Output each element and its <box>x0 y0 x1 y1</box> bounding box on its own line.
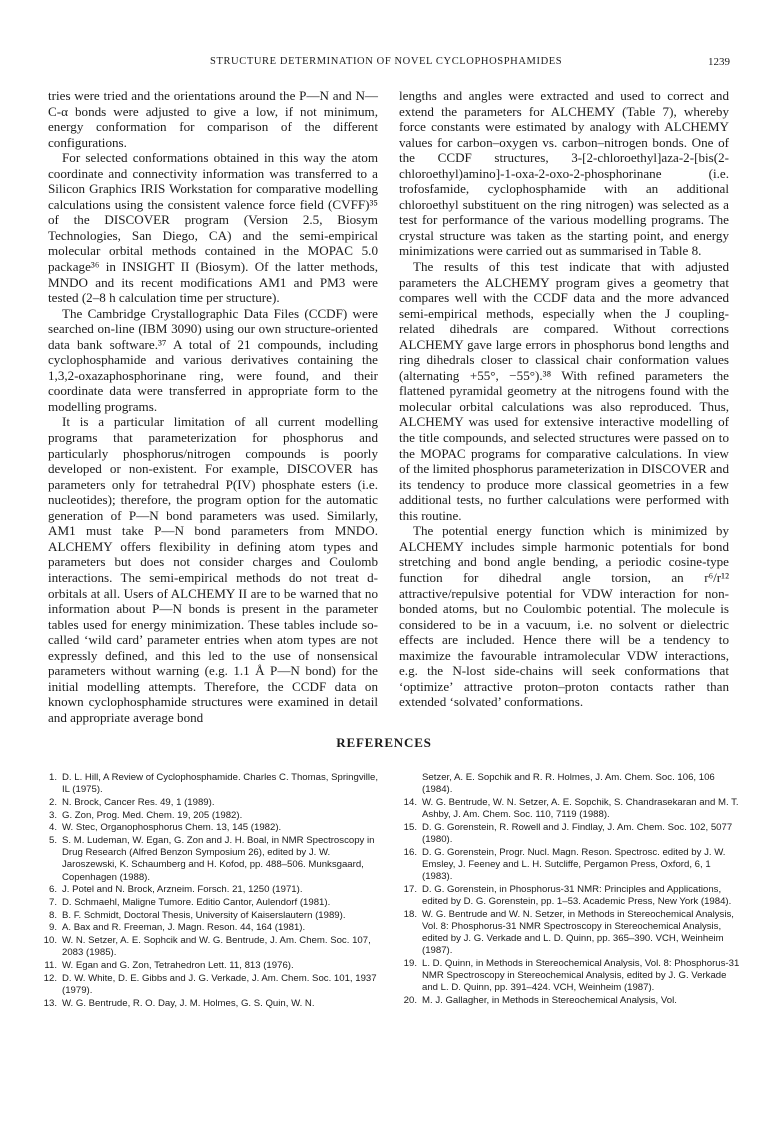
paragraph: tries were tried and the orientations around the P—N and N—C-α bonds were adjusted to give a low, if not minimum, energy conformation for comparison of the different configurations. <box>48 88 378 150</box>
reference-text: D. G. Gorenstein, in Phosphorus-31 NMR: Principles and Applications, edited by D. G. Gorenstein, pp. 1–53. Academic Press, New York (1984). <box>422 883 732 908</box>
reference-number: 3. <box>48 809 57 821</box>
reference-text: J. Potel and N. Brock, Arzneim. Forsch. 21, 1250 (1971). <box>62 884 303 896</box>
running-header <box>40 56 730 72</box>
body-column-left <box>48 88 378 725</box>
reference-number: 13. <box>43 997 57 1009</box>
paragraph: The results of this test indicate that with adjusted parameters the ALCHEMY program gives a geometry that compares well with the CCDF data and the more advanced semi-empirical methods, especially when the J coupling-related dihedrals are compared. Without corrections ALCHEMY gave large errors in phosphorus bond lengths and ring dihedrals closer to classical chair conformation values (alternating +55°, −55°).³⁸ With refined parameters the flattened pyramidal geometry at the nitrogens found with the molecular orbital calculations was also reproduced. Thus, ALCHEMY was used for extensive interactive modelling of the title compounds, and selected structures were passed on to the MOPAC programs for comparative calculations. In view of the limited phosphorus parameterization in DISCOVER and its tendency to produce more classical geometries in a few additional tests, no further calculations were performed with this routine. <box>399 259 729 523</box>
reference-text: B. F. Schmidt, Doctoral Thesis, University of Kaiserslautern (1989). <box>62 909 346 921</box>
reference-item <box>40 897 380 909</box>
paragraph: The Cambridge Crystallographic Data Files (CCDF) were searched on-line (IBM 3090) using our own structure-oriented data bank software.³⁷ A total of 21 compounds, including cyclophosphamide and various derivatives containing the 1,3,2-oxazaphosphorinane ring, were found, and their coordinate data were transferred in appropriate form to the modelling programs. <box>48 305 378 414</box>
reference-number: 12. <box>43 972 57 984</box>
reference-number: 17. <box>403 883 417 895</box>
reference-text: S. M. Ludeman, W. Egan, G. Zon and J. H. Boal, in NMR Spectroscopy in Drug Research (Alfred Benzon Symposium 26), edited by J. W. Jaroszewski, K. Schaumberg and H. Kofod, pp. 488–506. Munksgaard, Copenhagen (1988). <box>62 835 375 883</box>
reference-item <box>40 960 380 972</box>
reference-text: W. G. Bentrude and W. N. Setzer, in Methods in Stereochemical Analysis, Vol. 8: Phosphorus-31 NMR Spectroscopy in Stereochemical Analysis, edited by J. G. Verkade and L. D. Quinn, pp. 365–390. VCH, Weinheim (1987). <box>422 908 734 957</box>
reference-number: 4. <box>48 822 57 834</box>
reference-text: G. Zon, Prog. Med. Chem. 19, 205 (1982). <box>62 809 243 821</box>
reference-number: 7. <box>48 897 57 909</box>
reference-item <box>40 835 380 884</box>
reference-text: M. J. Gallagher, in Methods in Stereochemical Analysis, Vol. <box>422 995 677 1007</box>
reference-text: W. G. Bentrude, W. N. Setzer, A. E. Sopchik, S. Chandrasekaran and M. T. Ashby, J. Am. Chem. Soc. 110, 7119 (1988). <box>422 796 739 821</box>
reference-list-right <box>400 772 740 1008</box>
reference-text: W. Stec, Organophosphorus Chem. 13, 145 (1982). <box>62 822 282 834</box>
reference-item <box>400 772 740 796</box>
reference-number: 20. <box>403 995 417 1007</box>
reference-number: 5. <box>48 835 57 847</box>
reference-text: D. L. Hill, A Review of Cyclophosphamide. Charles C. Thomas, Springville, IL (1975). <box>62 772 379 796</box>
reference-text: D. Schmaehl, Maligne Tumore. Editio Cantor, Aulendorf (1981). <box>62 897 331 909</box>
reference-number: 10. <box>43 935 57 947</box>
reference-item <box>40 998 380 1010</box>
paragraph: lengths and angles were extracted and used to correct and extend the parameters for ALCHEMY (Table 7), whereby force constants were estimated by analogy with ALCHEMY values for carbon–oxygen vs. carbon–nitrogen bonds. One of the CCDF structures, 3-[2-chloroethyl]aza-2-[bis(2-chloroethyl)amino]-1-oxa-2-oxo-2-phosphorinane (i.e. trofosfamide, cyclophosphamide with an additional chloroethyl substituent on the ring nitrogen) was selected as a test for performance of the various modelling programs. The crystal structure was taken as the starting point, and energy minimizations were carried out as summarised in Table 8. <box>399 88 729 259</box>
reference-item <box>400 822 740 846</box>
running-title: STRUCTURE DETERMINATION OF NOVEL CYCLOPHOSPHAMIDES <box>210 56 563 67</box>
reference-text: D. G. Gorenstein, Progr. Nucl. Magn. Reson. Spectrosc. edited by J. W. Emsley, J. Feeney and L. H. Sutcliffe, Pergamon Press, Oxford, 6, 1 (1983). <box>422 846 726 883</box>
reference-item <box>40 822 380 834</box>
reference-number: 11. <box>44 960 57 972</box>
reference-number: 6. <box>48 884 57 896</box>
paragraph: It is a particular limitation of all current modelling programs that parameterization for phosphorus and particularly phosphorus/nitrogen compounds is poorly developed or non-existent. For example, DISCOVER has parameters only for tetrahedral P(IV) phosphate esters (i.e. nucleotides); therefore, the program option for the automatic generation of P—N bond parameters was used. Similarly, AM1 must take P—N bond parameters from MNDO. ALCHEMY offers flexibility in defining atom types and parameters but does not consider charges and Coulomb interactions. The semi-empirical methods do not treat d-orbitals at all. Users of ALCHEMY II are to be warned that no information about P—N bonds is present in the parameter tables used for energy minimization. These tables include so-called ‘wild card’ parameter entries when atom types are not expressly defined, and this led to the use of nonsensical parameters without warning (e.g. 1.1 Å P—N bond) for the initial modelling attempts. Therefore, the CCDF data on known cyclophosphamide structures were examined in detail and appropriate average bond <box>48 414 378 725</box>
reference-text: Setzer, A. E. Sopchik and R. R. Holmes, J. Am. Chem. Soc. 106, 106 (1984). <box>422 772 715 796</box>
reference-item <box>400 995 740 1007</box>
reference-item <box>40 884 380 896</box>
reference-number: 2. <box>48 796 57 808</box>
page-number: 1239 <box>708 56 730 68</box>
body-column-right <box>399 88 729 710</box>
reference-number: 15. <box>403 821 417 833</box>
reference-item <box>40 910 380 922</box>
reference-list-left <box>40 772 380 1010</box>
reference-item <box>400 958 740 995</box>
reference-text: A. Bax and R. Freeman, J. Magn. Reson. 44, 164 (1981). <box>62 922 306 934</box>
reference-item <box>40 935 380 959</box>
reference-item <box>400 797 740 821</box>
reference-item <box>40 810 380 822</box>
reference-text: W. N. Setzer, A. E. Sophcik and W. G. Bentrude, J. Am. Chem. Soc. 107, 2083 (1985). <box>62 935 371 959</box>
reference-number: 19. <box>403 958 417 970</box>
reference-item <box>40 973 380 997</box>
reference-number: 1. <box>48 772 57 783</box>
reference-text: L. D. Quinn, in Methods in Stereochemical Analysis, Vol. 8: Phosphorus-31 NMR Spectroscopy in Stereochemical Analysis, edited by J. G. Verkade and L. D. Quinn, pp. 391–424. VCH, Weinheim (1987). <box>422 958 740 994</box>
reference-item <box>40 772 380 796</box>
reference-item <box>40 797 380 809</box>
reference-text: D. G. Gorenstein, R. Rowell and J. Findlay, J. Am. Chem. Soc. 102, 5077 (1980). <box>422 821 733 846</box>
reference-number: 9. <box>48 922 57 934</box>
reference-item <box>40 922 380 934</box>
reference-item <box>400 884 740 908</box>
reference-item <box>400 909 740 958</box>
reference-text: W. Egan and G. Zon, Tetrahedron Lett. 11, 813 (1976). <box>62 960 294 972</box>
paragraph: The potential energy function which is minimized by ALCHEMY includes simple harmonic potentials for bond stretching and bond angle bending, a periodic cosine-type function for dihedral angle torsion, an r⁶/r¹² attractive/repulsive potential for VDW interaction for non-bonded atoms, but no Coulombic potential. The molecule is considered to be in a vacuum, i.e. no solvent or dielectric effects are included. Hence there will be a tendency to maximize the favourable intramolecular VDW interactions, e.g. the N-lost side-chains will seek conformations that ‘optimize’ attractive proton–proton contacts rather than extended ‘solvated’ conformations. <box>399 523 729 710</box>
references-heading: REFERENCES <box>336 735 432 750</box>
reference-text: W. G. Bentrude, R. O. Day, J. M. Holmes, G. S. Quin, W. N. <box>62 997 315 1009</box>
paragraph: For selected conformations obtained in this way the atom coordinate and connectivity information was transferred to a Silicon Graphics IRIS Workstation for comparative modelling calculations using the consistent valence force field (CVFF)³⁵ of the DISCOVER program (Version 2.5, Biosym Technologies, San Diego, CA) and the semi-empirical molecular orbital methods contained in the MOPAC 5.0 package³⁶ in INSIGHT II (Biosym). Of the latter methods, MNDO and its recent modifications AM1 and PM3 were tested (2–8 h calculation time per structure). <box>48 150 378 306</box>
reference-text: D. W. White, D. E. Gibbs and J. G. Verkade, J. Am. Chem. Soc. 101, 1937 (1979). <box>62 972 377 996</box>
reference-number: 8. <box>48 909 57 921</box>
reference-number: 16. <box>403 846 417 858</box>
reference-text: N. Brock, Cancer Res. 49, 1 (1989). <box>62 796 215 808</box>
reference-number: 14. <box>403 796 417 808</box>
reference-number: 18. <box>403 908 417 920</box>
reference-item <box>400 847 740 884</box>
